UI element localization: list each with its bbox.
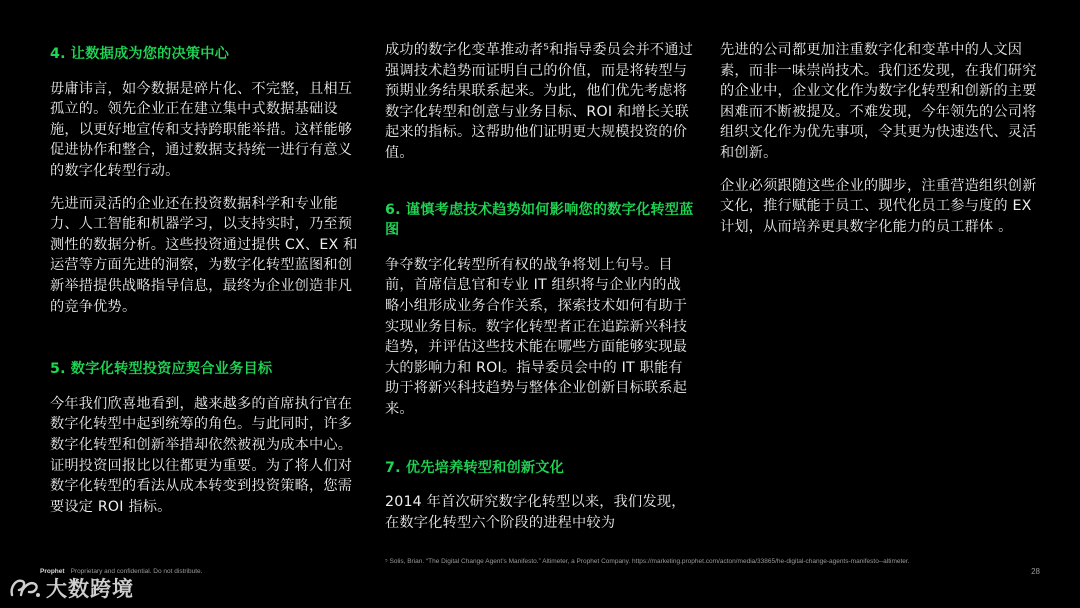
paragraph: 争夺数字化转型所有权的战争将划上句号。目前，首席信息官和专业 IT 组织将与企业内的战略小组形成业务合作关系，探索技术如何有助于实现业务目标。数字化转型者正在追踪新兴科技趋势，并评估这些技术能在哪些方面能够实现最大的影响力和 ROI。指导委员会中的 IT 职能有助于将新兴科技趋势与整体企业创新目标联系起来。 xyxy=(385,256,688,417)
page-number: 28 xyxy=(1031,567,1040,576)
footer-brand: Prophet xyxy=(40,568,65,575)
paragraph: 毋庸讳言，如今数据是碎片化、不完整，且相互孤立的。领先企业正在建立集中式数据基础设施，以更好地宣传和支持跨职能举措。这样能够促进协作和整合，通过数据支持统一进行有意义的数字化转型行动。 xyxy=(50,80,353,179)
footer-confidential-text: Proprietary and confidential. Do not distribute. xyxy=(70,568,203,575)
text-column-1 xyxy=(50,44,360,529)
section-heading-7: 7. 优先培养转型和创新文化 xyxy=(385,459,565,476)
text-column-2 xyxy=(385,40,695,545)
paragraph: 企业必须跟随这些企业的脚步，注重营造组织创新文化，推行赋能于员工、现代化员工参与度的 EX 计划，从而培养更具数字化能力的员工群体 。 xyxy=(720,177,1037,235)
footnote: ⁵ Solis, Brian. “The Digital Change Agent’s Manifesto.” Altimeter, a Prophet Company. https://marketing.prophet.com/acton/media/33865/he-digital-change-agents-manifesto--altimeter. xyxy=(385,558,910,565)
watermark xyxy=(8,573,134,603)
watermark-text: 大数跨境 xyxy=(46,577,134,601)
paragraph: 先进而灵活的企业还在投资数据科学和专业能力、人工智能和机器学习，以支持实时，乃至预测性的数据分析。这些投资通过提供 CX、EX 和运营等方面先进的洞察，为数字化转型蓝图和创新举措提供战略指导信息，最终为企业创造非凡的竞争优势。 xyxy=(50,195,358,315)
brand-logo-icon xyxy=(8,575,42,601)
paragraph: 先进的公司都更加注重数字化和变革中的人文因素，而非一味崇尚技术。我们还发现，在我们研究的企业中，企业文化作为数字化转型和创新的主要困难而不断被提及。不难发现，今年领先的公司将组织文化作为优先事项，令其更为快速迭代、灵活和创新。 xyxy=(720,42,1037,161)
paragraph: 今年我们欣喜地看到，越来越多的首席执行官在数字化转型中起到统筹的角色。与此同时，许多数字化转型和创新举措却依然被视为成本中心。证明投资回报比以往都更为重要。为了将人们对数字化转型的看法从成本转变到投资策略，您需要设定 ROI 指标。 xyxy=(50,395,353,515)
text-column-3 xyxy=(720,40,1038,249)
section-heading-5: 5. 数字化转型投资应契合业务目标 xyxy=(50,361,273,378)
section-heading-4: 4. 让数据成为您的决策中心 xyxy=(50,46,230,62)
paragraph: 2014 年首次研究数字化转型以来，我们发现，在数字化转型六个阶段的进程中较为 xyxy=(385,494,686,531)
paragraph: 成功的数字化变革推动者⁵和指导委员会并不通过强调技术趋势而证明自己的价值，而是将转型与预期业务结果联系起来。为此，他们优先考虑将数字化转型和创意与业务目标、ROI 和增长关联起来的指标。这帮助他们证明更大规模投资的价值。 xyxy=(385,42,694,161)
section-heading-6: 6. 谨慎考虑技术趋势如何影响您的数字化转型蓝图 xyxy=(385,201,694,239)
